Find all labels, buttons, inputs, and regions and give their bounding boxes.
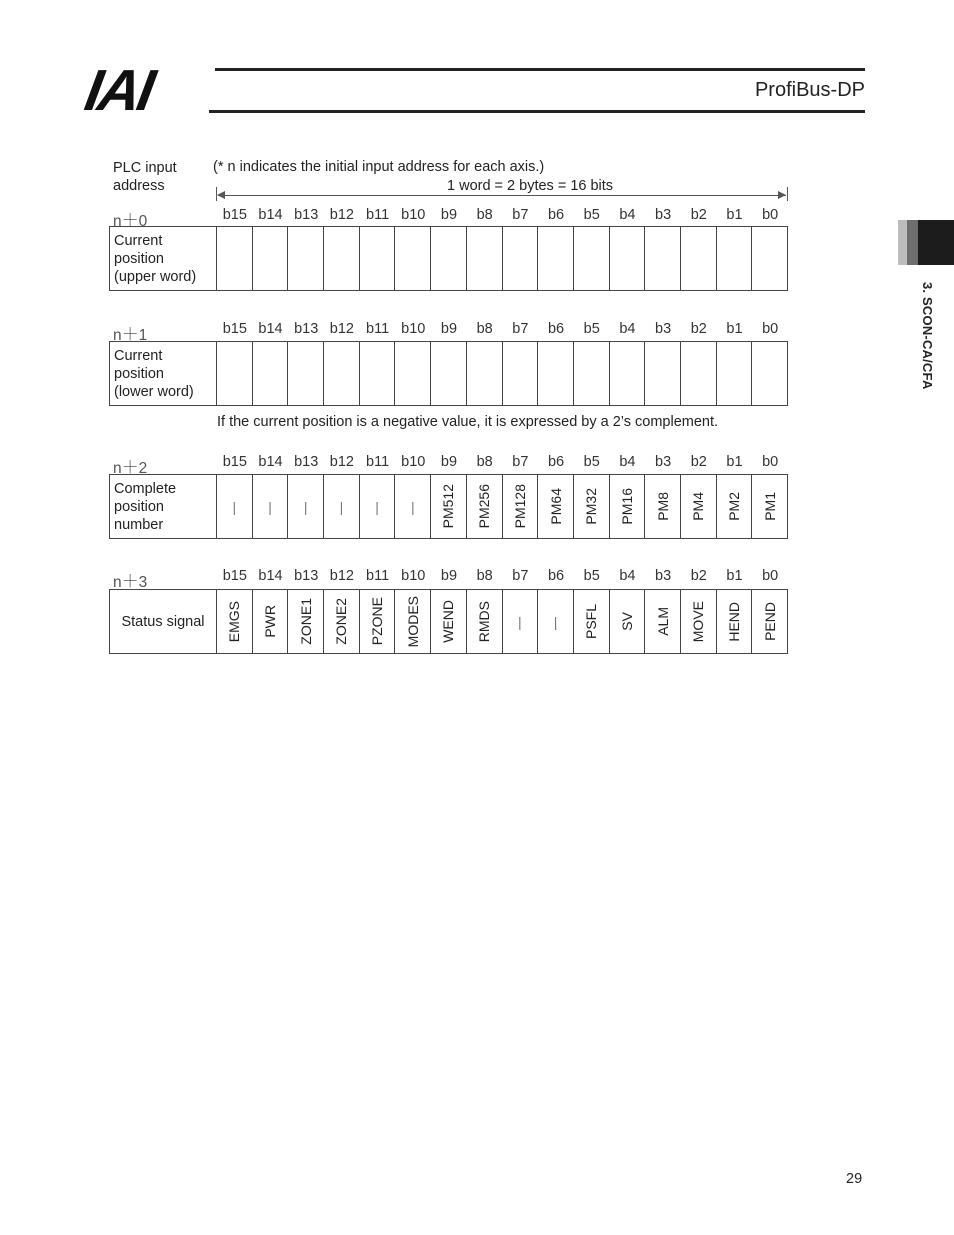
- bit-cell: [217, 590, 253, 654]
- bit-cell: [324, 590, 360, 654]
- signal-name: PM1: [761, 492, 778, 521]
- bit-cell: [217, 342, 253, 406]
- side-tab-gray-light: [898, 220, 907, 265]
- bit-cell: [574, 590, 610, 654]
- iai-logo: IAI: [80, 58, 157, 123]
- register-address: n＋3: [113, 572, 148, 591]
- bit-label: b7: [512, 207, 529, 223]
- bit-label: b6: [547, 321, 565, 337]
- bit-cell: [467, 475, 503, 539]
- signal-name: PM32: [583, 488, 600, 525]
- bit-cell: [681, 342, 717, 406]
- bit-label: b13: [294, 568, 319, 584]
- bit-cell: [360, 227, 396, 291]
- page-number: 29: [846, 1171, 863, 1187]
- bit-cell: [360, 342, 396, 406]
- signal-name: HEND: [725, 601, 742, 642]
- bit-cell: [645, 590, 681, 654]
- bit-cell: [574, 475, 610, 539]
- bit-cell: [217, 227, 253, 291]
- bit-label: b10: [401, 568, 426, 584]
- register-address: n＋1: [113, 325, 148, 344]
- unused-bit-dash: |: [553, 613, 558, 630]
- bit-cell: [395, 342, 431, 406]
- chapter-side-label: 3. SCON-CA/CFA: [920, 282, 935, 390]
- bit-cell: [503, 342, 539, 406]
- register-address: n＋2: [113, 458, 148, 477]
- bit-cell: [467, 342, 503, 406]
- bit-label: b11: [366, 454, 390, 470]
- bit-label: b0: [762, 321, 779, 337]
- arrow-right-icon: [778, 191, 786, 199]
- bit-cell: [645, 475, 681, 539]
- bit-label: b13: [294, 321, 319, 337]
- bit-cell: [610, 227, 646, 291]
- bit-cell: [324, 475, 360, 539]
- unused-bit-dash: |: [232, 498, 237, 515]
- unused-bit-dash: |: [518, 613, 522, 630]
- bit-label: b6: [547, 454, 565, 470]
- bit-cell: [253, 342, 289, 406]
- bit-label: b6: [547, 568, 565, 584]
- bit-cell: [217, 475, 253, 539]
- bit-label: b0: [762, 454, 779, 470]
- signal-name: PM2: [725, 492, 742, 521]
- bit-label: b14: [258, 454, 283, 470]
- address-note: (* n indicates the initial input address for each axis.): [213, 159, 545, 175]
- bit-cell: [503, 227, 539, 291]
- bit-label: b3: [655, 454, 672, 470]
- bit-cell: [717, 342, 753, 406]
- signal-name: PZONE: [369, 597, 386, 646]
- bit-cell: [503, 590, 539, 654]
- bit-label: b7: [512, 568, 529, 584]
- signal-name: PWR: [262, 605, 279, 638]
- arrow-left-icon: [217, 191, 225, 199]
- signal-name: MODES: [404, 595, 421, 648]
- signal-name: PM16: [618, 488, 635, 525]
- bit-cell: [253, 475, 289, 539]
- signal-name: PEND: [761, 602, 778, 641]
- bit-label: b1: [726, 207, 743, 223]
- bit-label: b9: [440, 454, 458, 470]
- bit-cell: [538, 227, 574, 291]
- bit-cell: [574, 227, 610, 291]
- bit-cell: [574, 342, 610, 406]
- bit-cell: [288, 475, 324, 539]
- register-address: n＋0: [113, 211, 148, 230]
- span-arrow-line: [218, 195, 786, 196]
- bit-label: b14: [258, 568, 283, 584]
- bit-label: b12: [329, 321, 354, 337]
- bit-label: b5: [583, 568, 600, 584]
- signal-name: WEND: [440, 600, 457, 643]
- bit-label: b3: [655, 568, 672, 584]
- bit-cell: [360, 590, 396, 654]
- bit-label: b5: [583, 454, 600, 470]
- header-rule-bottom: [209, 110, 865, 113]
- bit-label: b12: [329, 454, 354, 470]
- bit-cell: [467, 590, 503, 654]
- bit-cell: [324, 227, 360, 291]
- bit-cell: [681, 227, 717, 291]
- unused-bit-dash: |: [303, 498, 308, 515]
- unused-bit-dash: |: [375, 498, 379, 515]
- bit-label: b10: [401, 454, 426, 470]
- plc-input-address-label: PLC input address: [113, 160, 177, 194]
- bit-label: b5: [583, 207, 600, 223]
- bit-label: b11: [366, 568, 390, 584]
- bit-label: b7: [512, 321, 529, 337]
- bit-label: b2: [690, 454, 707, 470]
- bit-cell: [681, 475, 717, 539]
- bit-label: b15: [222, 568, 247, 584]
- bit-cell: [253, 227, 289, 291]
- bit-cell: [431, 475, 467, 539]
- bit-cell: [610, 342, 646, 406]
- bit-cell: [395, 475, 431, 539]
- bit-label: b1: [726, 321, 743, 337]
- signal-name: PM4: [690, 492, 707, 521]
- bit-label: b10: [401, 321, 426, 337]
- bit-cell: [503, 475, 539, 539]
- span-tick-right: [787, 187, 788, 201]
- side-tab-block: [918, 220, 954, 265]
- signal-name: ALM: [654, 607, 671, 636]
- bit-cell: [610, 590, 646, 654]
- bit-cell: [395, 590, 431, 654]
- bit-label: b13: [294, 207, 319, 223]
- bit-label: b4: [619, 454, 636, 470]
- bit-cell: [431, 590, 467, 654]
- bit-cell: [253, 590, 289, 654]
- bit-label: b14: [258, 207, 283, 223]
- bit-label-row: [217, 568, 788, 586]
- bit-cell: [610, 475, 646, 539]
- bit-label: b4: [619, 568, 636, 584]
- negative-value-note: If the current position is a negative value, it is expressed by a 2’s complement.: [217, 414, 719, 430]
- bit-label: b15: [222, 321, 247, 337]
- bit-label: b6: [547, 207, 565, 223]
- bit-cell: [752, 590, 788, 654]
- bit-cell: [752, 227, 788, 291]
- bit-label: b9: [440, 568, 458, 584]
- bit-label: b11: [366, 207, 390, 223]
- bit-cell: [431, 227, 467, 291]
- bit-label-row: [217, 321, 788, 339]
- signal-name: PM256: [476, 484, 493, 529]
- product-title: ProfiBus-DP: [754, 79, 865, 101]
- register-label: Complete position number: [110, 475, 217, 539]
- bit-cell: [288, 590, 324, 654]
- bit-label: b12: [329, 207, 354, 223]
- bit-label-row: [217, 207, 788, 225]
- bit-label: b3: [655, 321, 672, 337]
- bit-cell: [395, 227, 431, 291]
- bit-label: b15: [222, 207, 247, 223]
- unused-bit-dash: |: [410, 498, 415, 515]
- signal-name: ZONE2: [333, 598, 350, 645]
- signal-name: PM128: [511, 484, 528, 529]
- bit-label: b1: [726, 568, 743, 584]
- bit-label: b2: [690, 207, 707, 223]
- signal-name: PM64: [547, 488, 564, 525]
- register-label: Current position (lower word): [110, 342, 217, 406]
- bit-label: b2: [690, 568, 707, 584]
- bit-label: b4: [619, 321, 636, 337]
- register-row: [109, 341, 788, 406]
- bit-label: b4: [619, 207, 636, 223]
- bit-label: b11: [366, 321, 390, 337]
- bit-label: b0: [762, 207, 779, 223]
- bit-cell: [645, 342, 681, 406]
- bit-cell: [467, 227, 503, 291]
- register-row: [109, 589, 788, 654]
- bit-label: b8: [476, 207, 493, 223]
- bit-cell: [538, 475, 574, 539]
- bit-cell: [717, 590, 753, 654]
- bit-label-row: [217, 454, 788, 472]
- signal-name: ZONE1: [297, 598, 314, 645]
- signal-name: PSFL: [583, 603, 600, 639]
- header-rule-top: [215, 68, 865, 71]
- register-row: [109, 474, 788, 539]
- signal-name: MOVE: [690, 600, 707, 643]
- bit-label: b7: [512, 454, 529, 470]
- unused-bit-dash: |: [339, 498, 344, 515]
- bit-label: b10: [401, 207, 426, 223]
- signal-name: PM8: [654, 492, 671, 521]
- signal-name: EMGS: [226, 600, 243, 643]
- bit-cell: [431, 342, 467, 406]
- register-label: Status signal: [110, 590, 217, 654]
- bit-cell: [288, 227, 324, 291]
- bit-cell: [645, 227, 681, 291]
- bit-label: b5: [583, 321, 600, 337]
- signal-name: PM512: [440, 484, 457, 529]
- bit-label: b8: [476, 454, 493, 470]
- bit-cell: [681, 590, 717, 654]
- bit-cell: [324, 342, 360, 406]
- bit-cell: [538, 342, 574, 406]
- signal-name: SV: [618, 612, 635, 631]
- bit-label: b13: [294, 454, 319, 470]
- word-size-label: 1 word = 2 bytes = 16 bits: [447, 178, 614, 194]
- bit-cell: [717, 475, 753, 539]
- signal-name: RMDS: [476, 600, 493, 643]
- bit-label: b1: [726, 454, 743, 470]
- bit-label: b9: [440, 207, 458, 223]
- bit-label: b8: [476, 568, 493, 584]
- bit-label: b9: [440, 321, 458, 337]
- bit-label: b3: [655, 207, 672, 223]
- bit-cell: [288, 342, 324, 406]
- unused-bit-dash: |: [268, 498, 272, 515]
- bit-cell: [717, 227, 753, 291]
- register-row: [109, 226, 788, 291]
- bit-label: b15: [222, 454, 247, 470]
- bit-label: b0: [762, 568, 779, 584]
- bit-cell: [752, 475, 788, 539]
- bit-cell: [538, 590, 574, 654]
- bit-cell: [360, 475, 396, 539]
- bit-label: b2: [690, 321, 707, 337]
- bit-cell: [752, 342, 788, 406]
- bit-label: b12: [329, 568, 354, 584]
- bit-label: b14: [258, 321, 283, 337]
- bit-label: b8: [476, 321, 493, 337]
- register-label: Current position (upper word): [110, 227, 217, 291]
- side-tab-gray-dark: [907, 220, 918, 265]
